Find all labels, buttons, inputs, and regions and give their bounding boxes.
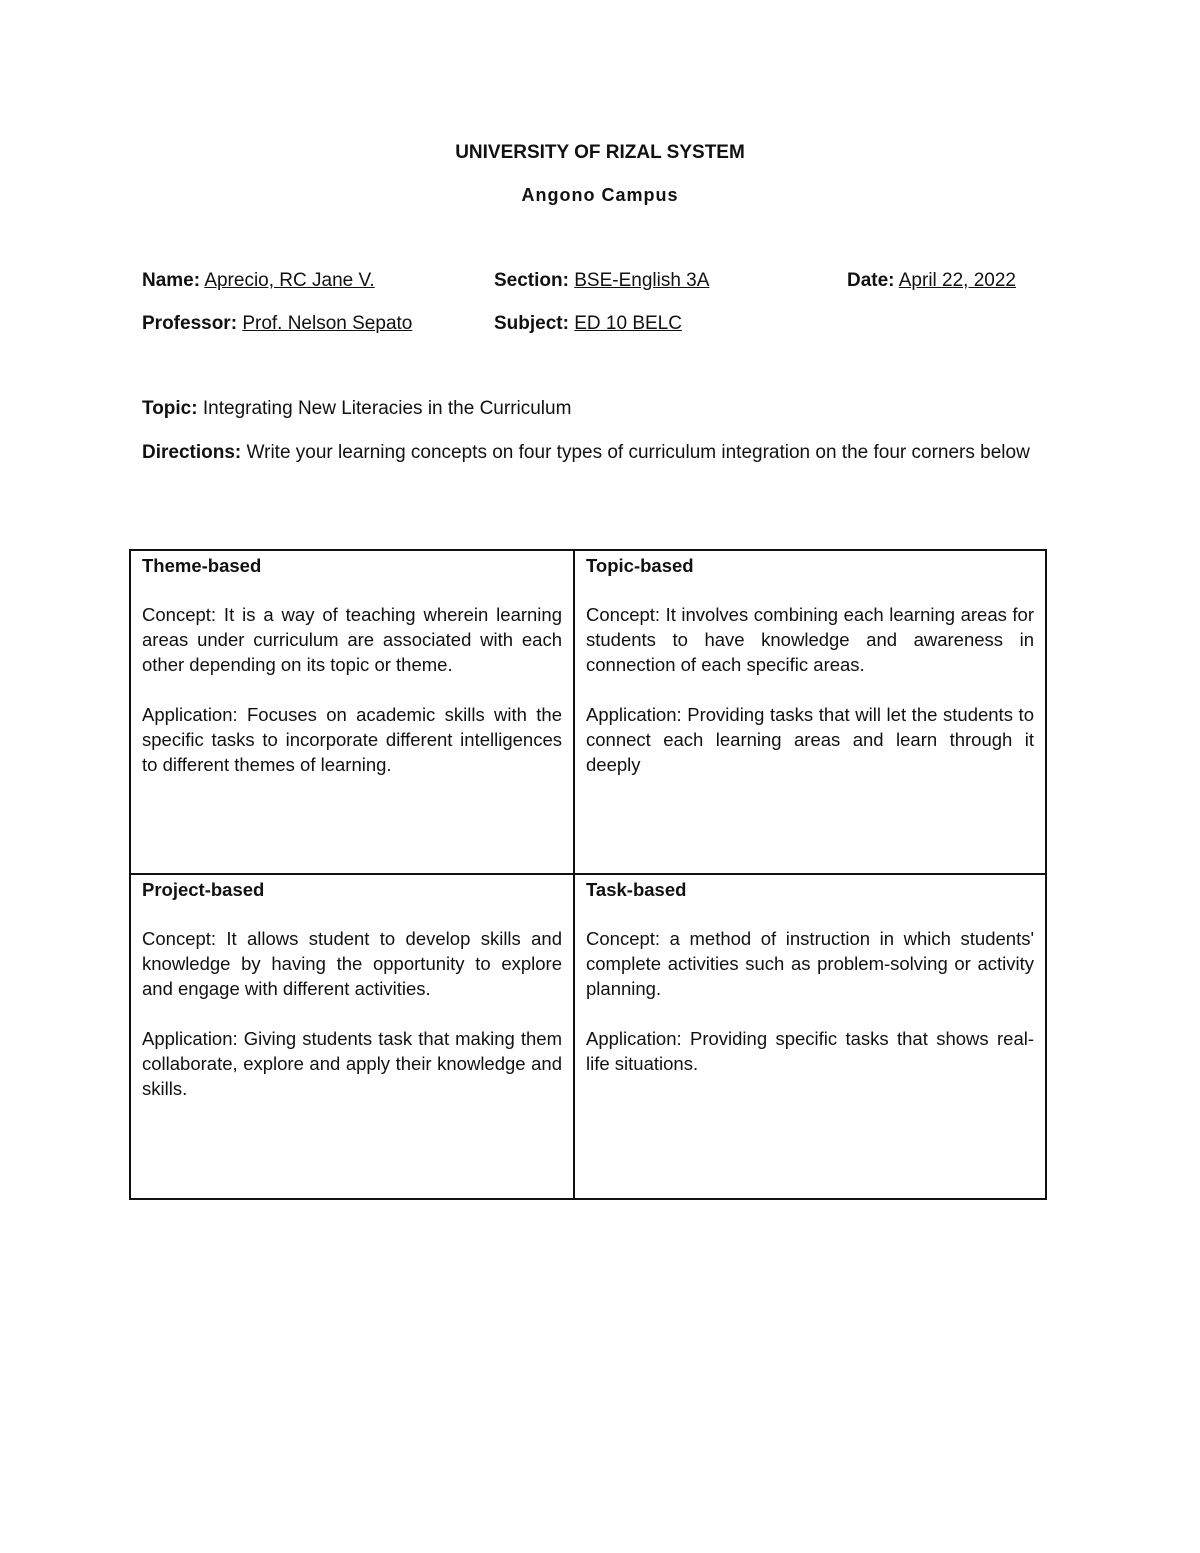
topic-label: Topic:	[142, 398, 198, 419]
section-value: BSE-English 3A	[574, 270, 710, 291]
directions-paragraph	[142, 440, 1057, 466]
cell-task-based	[575, 875, 1045, 1198]
subject-label: Subject:	[494, 313, 569, 334]
cell-concept: Concept: It allows student to develop skills and knowledge by having the opportunity to explore and engage with different activities.	[142, 928, 562, 999]
cell-application: Application: Focuses on academic skills with the specific tasks to incorporate different intelligences to different themes of learning.	[142, 704, 562, 775]
subject-field	[494, 313, 682, 335]
directions-text: Write your learning concepts on four types of curriculum integration on the four corners below	[246, 442, 1030, 463]
cell-concept: Concept: It is a way of teaching wherein learning areas under curriculum are associated with each other depending on its topic or theme.	[142, 604, 562, 675]
cell-heading: Topic-based	[586, 555, 694, 576]
name-field	[142, 270, 375, 292]
four-corners-table	[129, 549, 1047, 1200]
topic-line	[142, 398, 571, 420]
name-label: Name:	[142, 270, 201, 291]
campus-title: Angono Campus	[521, 185, 679, 205]
professor-field	[142, 313, 412, 335]
cell-heading: Task-based	[586, 879, 687, 900]
cell-project-based	[131, 875, 575, 1198]
cell-heading: Theme-based	[142, 555, 262, 576]
subject-value: ED 10 BELC	[574, 313, 682, 334]
cell-theme-based	[131, 551, 575, 875]
cell-concept: Concept: a method of instruction in which students' complete activities such as problem-solving or activity planning.	[586, 928, 1034, 999]
topic-text: Integrating New Literacies in the Curriculum	[202, 398, 572, 419]
cell-concept: Concept: It involves combining each learning areas for students to have knowledge and awareness in connection of each specific areas.	[586, 604, 1034, 675]
university-title: UNIVERSITY OF RIZAL SYSTEM	[455, 142, 745, 163]
directions-label: Directions:	[142, 442, 242, 463]
date-value: April 22, 2022	[898, 270, 1016, 291]
professor-label: Professor:	[142, 313, 238, 334]
date-label: Date:	[847, 270, 895, 291]
cell-heading: Project-based	[142, 879, 265, 900]
cell-application: Application: Giving students task that making them collaborate, explore and apply their knowledge and skills.	[142, 1028, 562, 1099]
section-field	[494, 270, 709, 292]
date-field	[847, 270, 1016, 292]
cell-application: Application: Providing specific tasks that shows real-life situations.	[586, 1028, 1034, 1074]
cell-topic-based	[575, 551, 1045, 875]
section-label: Section:	[494, 270, 569, 291]
cell-application: Application: Providing tasks that will let the students to connect each learning areas and learn through it deeply	[586, 704, 1034, 775]
professor-value: Prof. Nelson Sepato	[242, 313, 413, 334]
name-value: Aprecio, RC Jane V.	[204, 270, 375, 291]
